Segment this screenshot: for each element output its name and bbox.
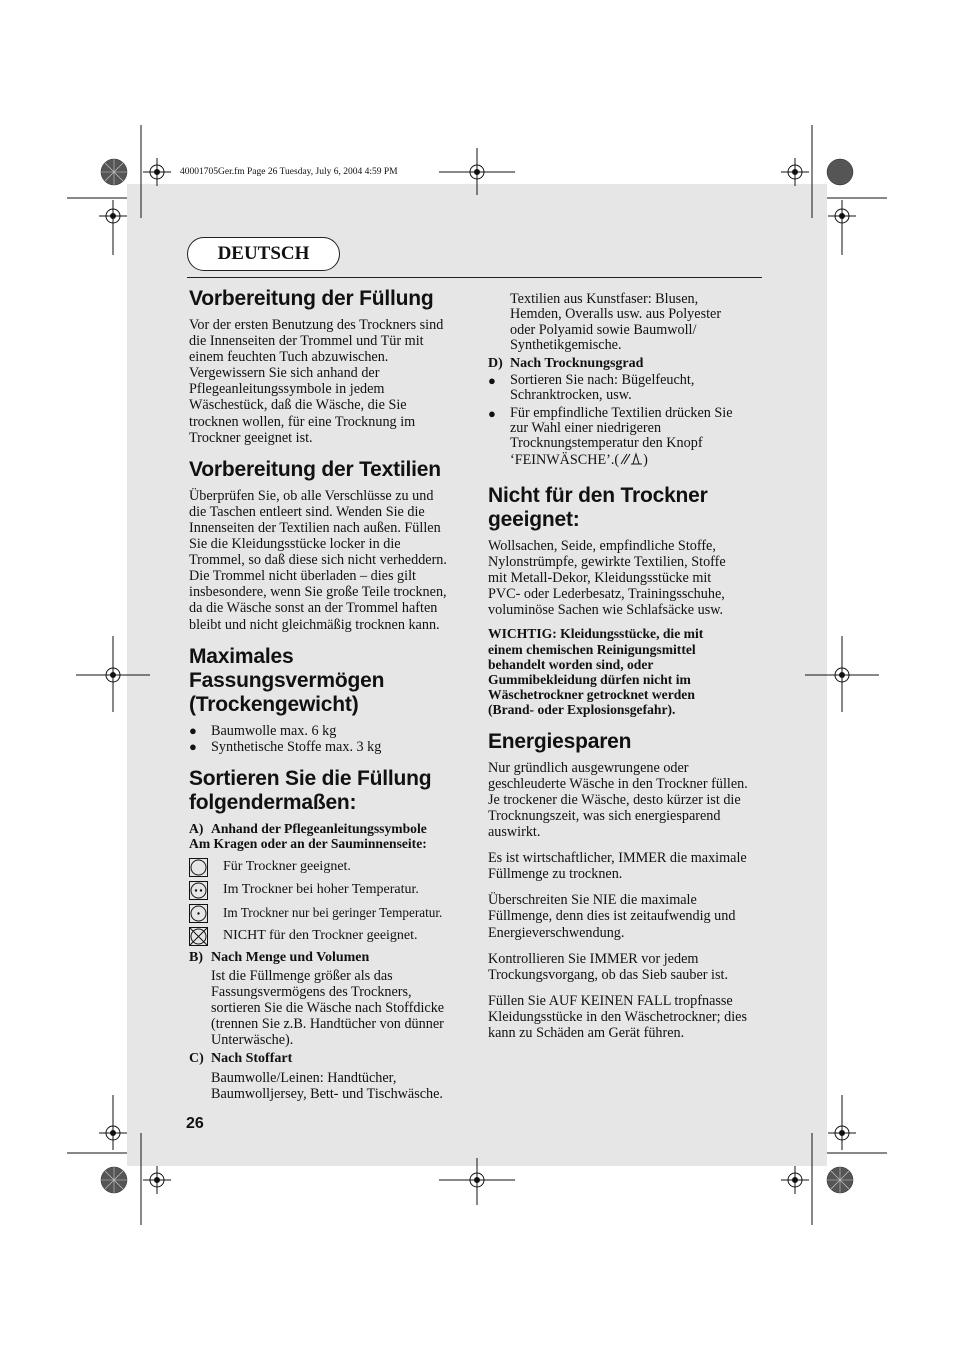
bullet-icon: ● — [189, 738, 197, 754]
right-column — [488, 292, 766, 1041]
energy-paragraph-3: Überschreiten Sie NIE die maximale Füllmenge, denn dies ist zeitaufwendig und Energieverschwendung. — [488, 892, 736, 941]
care-symbol-row: NICHT für den Trockner geeignet. — [189, 925, 467, 948]
energy-paragraph-1: Nur gründlich ausgewrungene oder geschleuderte Wäsche in den Trockner füllen. Je trockener die Wäsche, desto kürzer ist die Trocknungszeit, was sich energiesparend auswirkt. — [488, 759, 748, 841]
tumble-dry-high-icon — [189, 881, 223, 900]
care-symbol-row: Im Trockner nur bei geringer Temperatur. — [189, 902, 467, 925]
do-not-tumble-dry-icon — [189, 927, 223, 946]
bullet-icon: ● — [488, 373, 496, 389]
subsection-b-body: Ist die Füllmenge größer als das Fassungsvermögens des Trockners, sortieren Sie die Wäsche nach Stoffdicke (trennen Sie z.B. Handtücher von dünner Unterwäsche). — [211, 967, 445, 1049]
capacity-bullet-synthetic: ● Synthetische Stoffe max. 3 kg — [189, 738, 382, 755]
tumble-dry-low-icon — [189, 904, 223, 923]
section-title-sortieren: Sortieren Sie die Füllung folgendermaßen: — [189, 766, 432, 814]
section-title-vorbereitung-fuellung: Vorbereitung der Füllung — [189, 287, 434, 310]
section-body-vorbereitung-fuellung: Vor der ersten Benutzung des Trockners sind die Innenseiten der Trommel und Tür mit einem feuchten Tuch abzuwischen. Vergewissern Sie sich anhand der Pflegeanleitungssymbole in jedem Wäschestück, daß die Wäsche, die Sie trocknen wollen, für eine Trocknung im Trockner geeignet ist. — [189, 317, 444, 446]
file-header: 40001705Ger.fm Page 26 Tuesday, July 6, 2004 4:59 PM — [180, 167, 398, 177]
capacity-bullet-cotton: ● Baumwolle max. 6 kg — [189, 722, 337, 739]
drying-degree-bullet: ● Sortieren Sie nach: Bügelfeucht, Schranktrocken, usw. — [488, 372, 695, 404]
delicate-bullet: ● Für empfindliche Textilien drücken Sie zur Wahl einer niedrigeren Trocknungstemperatur den Knopf ‘FEINWÄSCHE’.( ) — [488, 406, 766, 470]
bullet-icon: ● — [488, 405, 496, 421]
care-symbol-row: Für Trockner geeignet. — [189, 856, 467, 879]
warning-text: WICHTIG: Kleidungsstücke, die mit einem chemischen Reinigungsmittel behandelt worden sind, oder Gummibekleidung dürfen nicht im Wäschetrockner getrocknet werden (Brand- oder Explosionsgefahr). — [488, 626, 704, 718]
subsection-c-body: Baumwolle/Leinen: Handtücher, Baumwolljersey, Bett- und Tischwäsche. — [211, 1070, 443, 1103]
section-title-nicht-geeignet: Nicht für den Trockner geeignet: — [488, 483, 708, 531]
tumble-dry-icon — [189, 858, 223, 877]
subsection-c-continued: Textilien aus Kunstfaser: Blusen, Hemden, Overalls usw. aus Polyester oder Polyamid sowie Baumwoll/ Synthetikgemische. — [510, 291, 722, 353]
subsection-d-heading: D) Nach Trocknungsgrad — [488, 356, 644, 372]
care-symbol-row: Im Trockner bei hoher Temperatur. — [189, 879, 467, 902]
subsection-b-heading: B) Nach Menge und Volumen — [189, 949, 370, 965]
left-column — [189, 287, 467, 1102]
section-title-maximales-fassungsvermoegen: Maximales Fassungsvermögen (Trockengewicht) — [189, 644, 385, 716]
section-body-nicht-geeignet: Wollsachen, Seide, empfindliche Stoffe, Nylonstrümpfe, gewirkte Textilien, Stoffe mit Metall-Dekor, Kleidungsstücke mit PVC- oder Lederbesatz, Trainingsschuhe, voluminöse Sachen wie Schlafsäcke usw. — [488, 537, 726, 619]
header-rule — [187, 277, 762, 278]
delicate-icon — [619, 452, 643, 470]
energy-paragraph-2: Es ist wirtschaftlicher, IMMER die maximale Füllmenge zu trocknen. — [488, 850, 747, 883]
subsection-c-heading: C) Nach Stoffart — [189, 1051, 293, 1067]
bullet-icon: ● — [189, 722, 197, 738]
subsection-a-heading-line2: Am Kragen oder an der Sauminnenseite: — [189, 835, 427, 851]
section-title-vorbereitung-textilien: Vorbereitung der Textilien — [189, 457, 441, 481]
language-tab: DEUTSCH — [187, 237, 340, 271]
page-number: 26 — [186, 1115, 204, 1132]
section-body-vorbereitung-textilien: Überprüfen Sie, ob alle Verschlüsse zu und die Taschen entleert sind. Wenden Sie die Innenseiten der Textilien nach außen. Füllen Sie die Kleidungsstücke locker in die Trommel, so daß diese sich nicht verheddern. Die Trommel nicht überladen – dies gilt insbesondere, wenn Sie große Teile trocknen, da die Wäsche sonst an der Trommel haften bleibt und nicht gleichmäßig trocknen kann. — [189, 487, 447, 633]
subsection-a-heading: A) Anhand der Pflegeanleitungssymbole — [189, 820, 427, 836]
energy-paragraph-4: Kontrollieren Sie IMMER vor jedem Trockungsvorgang, ob das Sieb sauber ist. — [488, 950, 728, 983]
section-title-energiesparen: Energiesparen — [488, 729, 632, 753]
energy-paragraph-5: Füllen Sie AUF KEINEN FALL tropfnasse Kleidungsstücke in den Wäschetrockner; dies kann zu Schäden am Gerät führen. — [488, 992, 747, 1041]
